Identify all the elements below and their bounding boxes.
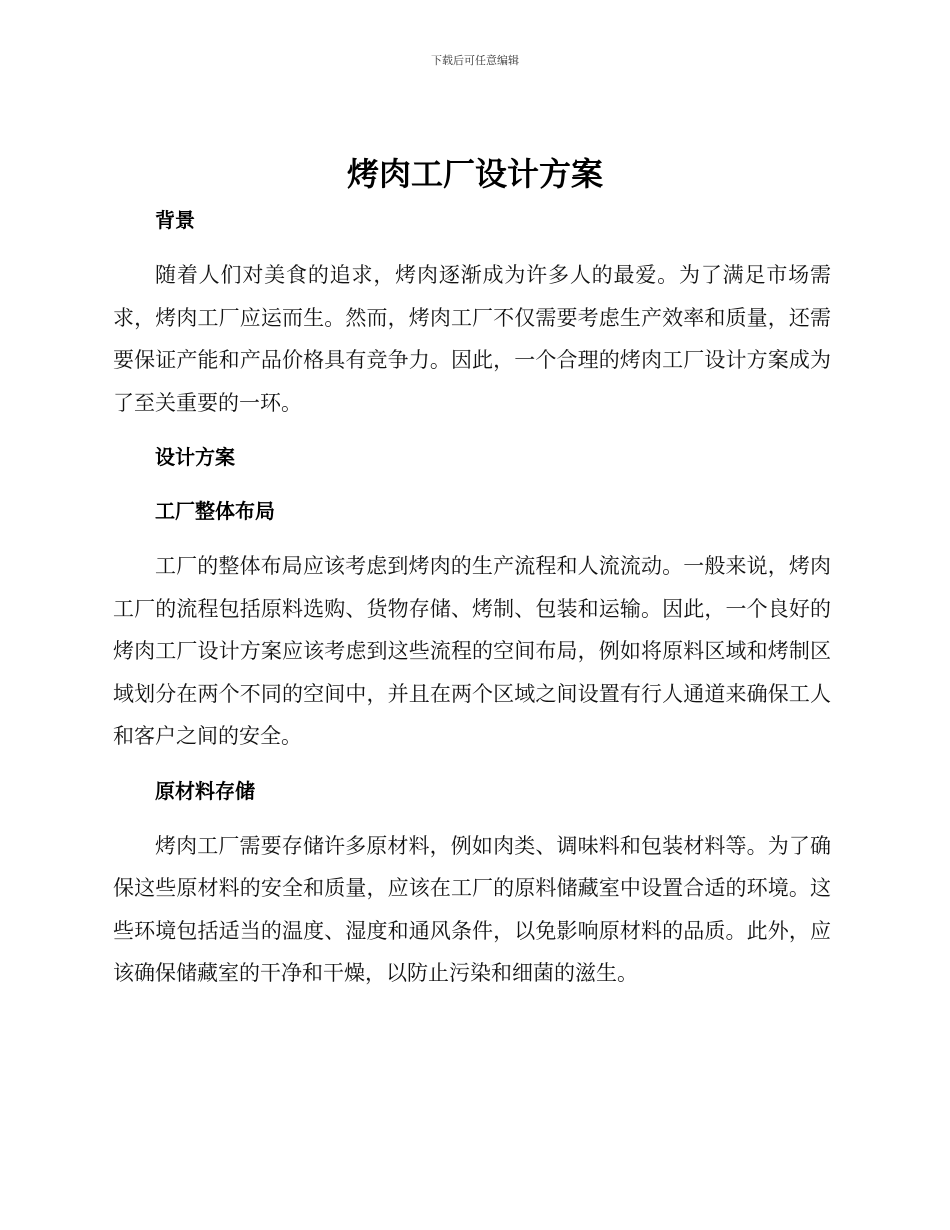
paragraph-background: 随着人们对美食的追求，烤肉逐渐成为许多人的最爱。为了满足市场需求，烤肉工厂应运而生。然而，烤肉工厂不仅需要考虑生产效率和质量，还需要保证产能和产品价格具有竞争力。因此，一个合理的烤肉工厂设计方案成为了至关重要的一环。 — [113, 263, 831, 415]
section-heading-background: 背景 — [155, 208, 195, 232]
section-heading-factory-layout: 工厂整体布局 — [155, 499, 275, 523]
paragraph-factory-layout: 工厂的整体布局应该考虑到烤肉的生产流程和人流流动。一般来说，烤肉工厂的流程包括原料选购、货物存储、烤制、包装和运输。因此，一个良好的烤肉工厂设计方案应该考虑到这些流程的空间布局，例如将原料区域和烤制区域划分在两个不同的空间中，并且在两个区域之间设置有行人通道来确保工人和客户之间的安全。 — [113, 554, 831, 748]
section-heading-design-plan: 设计方案 — [155, 445, 235, 469]
document-title: 烤肉工厂设计方案 — [346, 155, 603, 193]
document-body — [113, 200, 831, 1008]
page-header-note: 下载后可任意编辑 — [431, 54, 519, 67]
paragraph-raw-material-storage: 烤肉工厂需要存储许多原材料，例如肉类、调味料和包装材料等。为了确保这些原材料的安全和质量，应该在工厂的原料储藏室中设置合适的环境。这些环境包括适当的温度、湿度和通风条件，以免影响原材料的品质。此外，应该确保储藏室的干净和干燥，以防止污染和细菌的滋生。 — [113, 833, 831, 985]
section-heading-raw-material-storage: 原材料存储 — [155, 778, 255, 803]
